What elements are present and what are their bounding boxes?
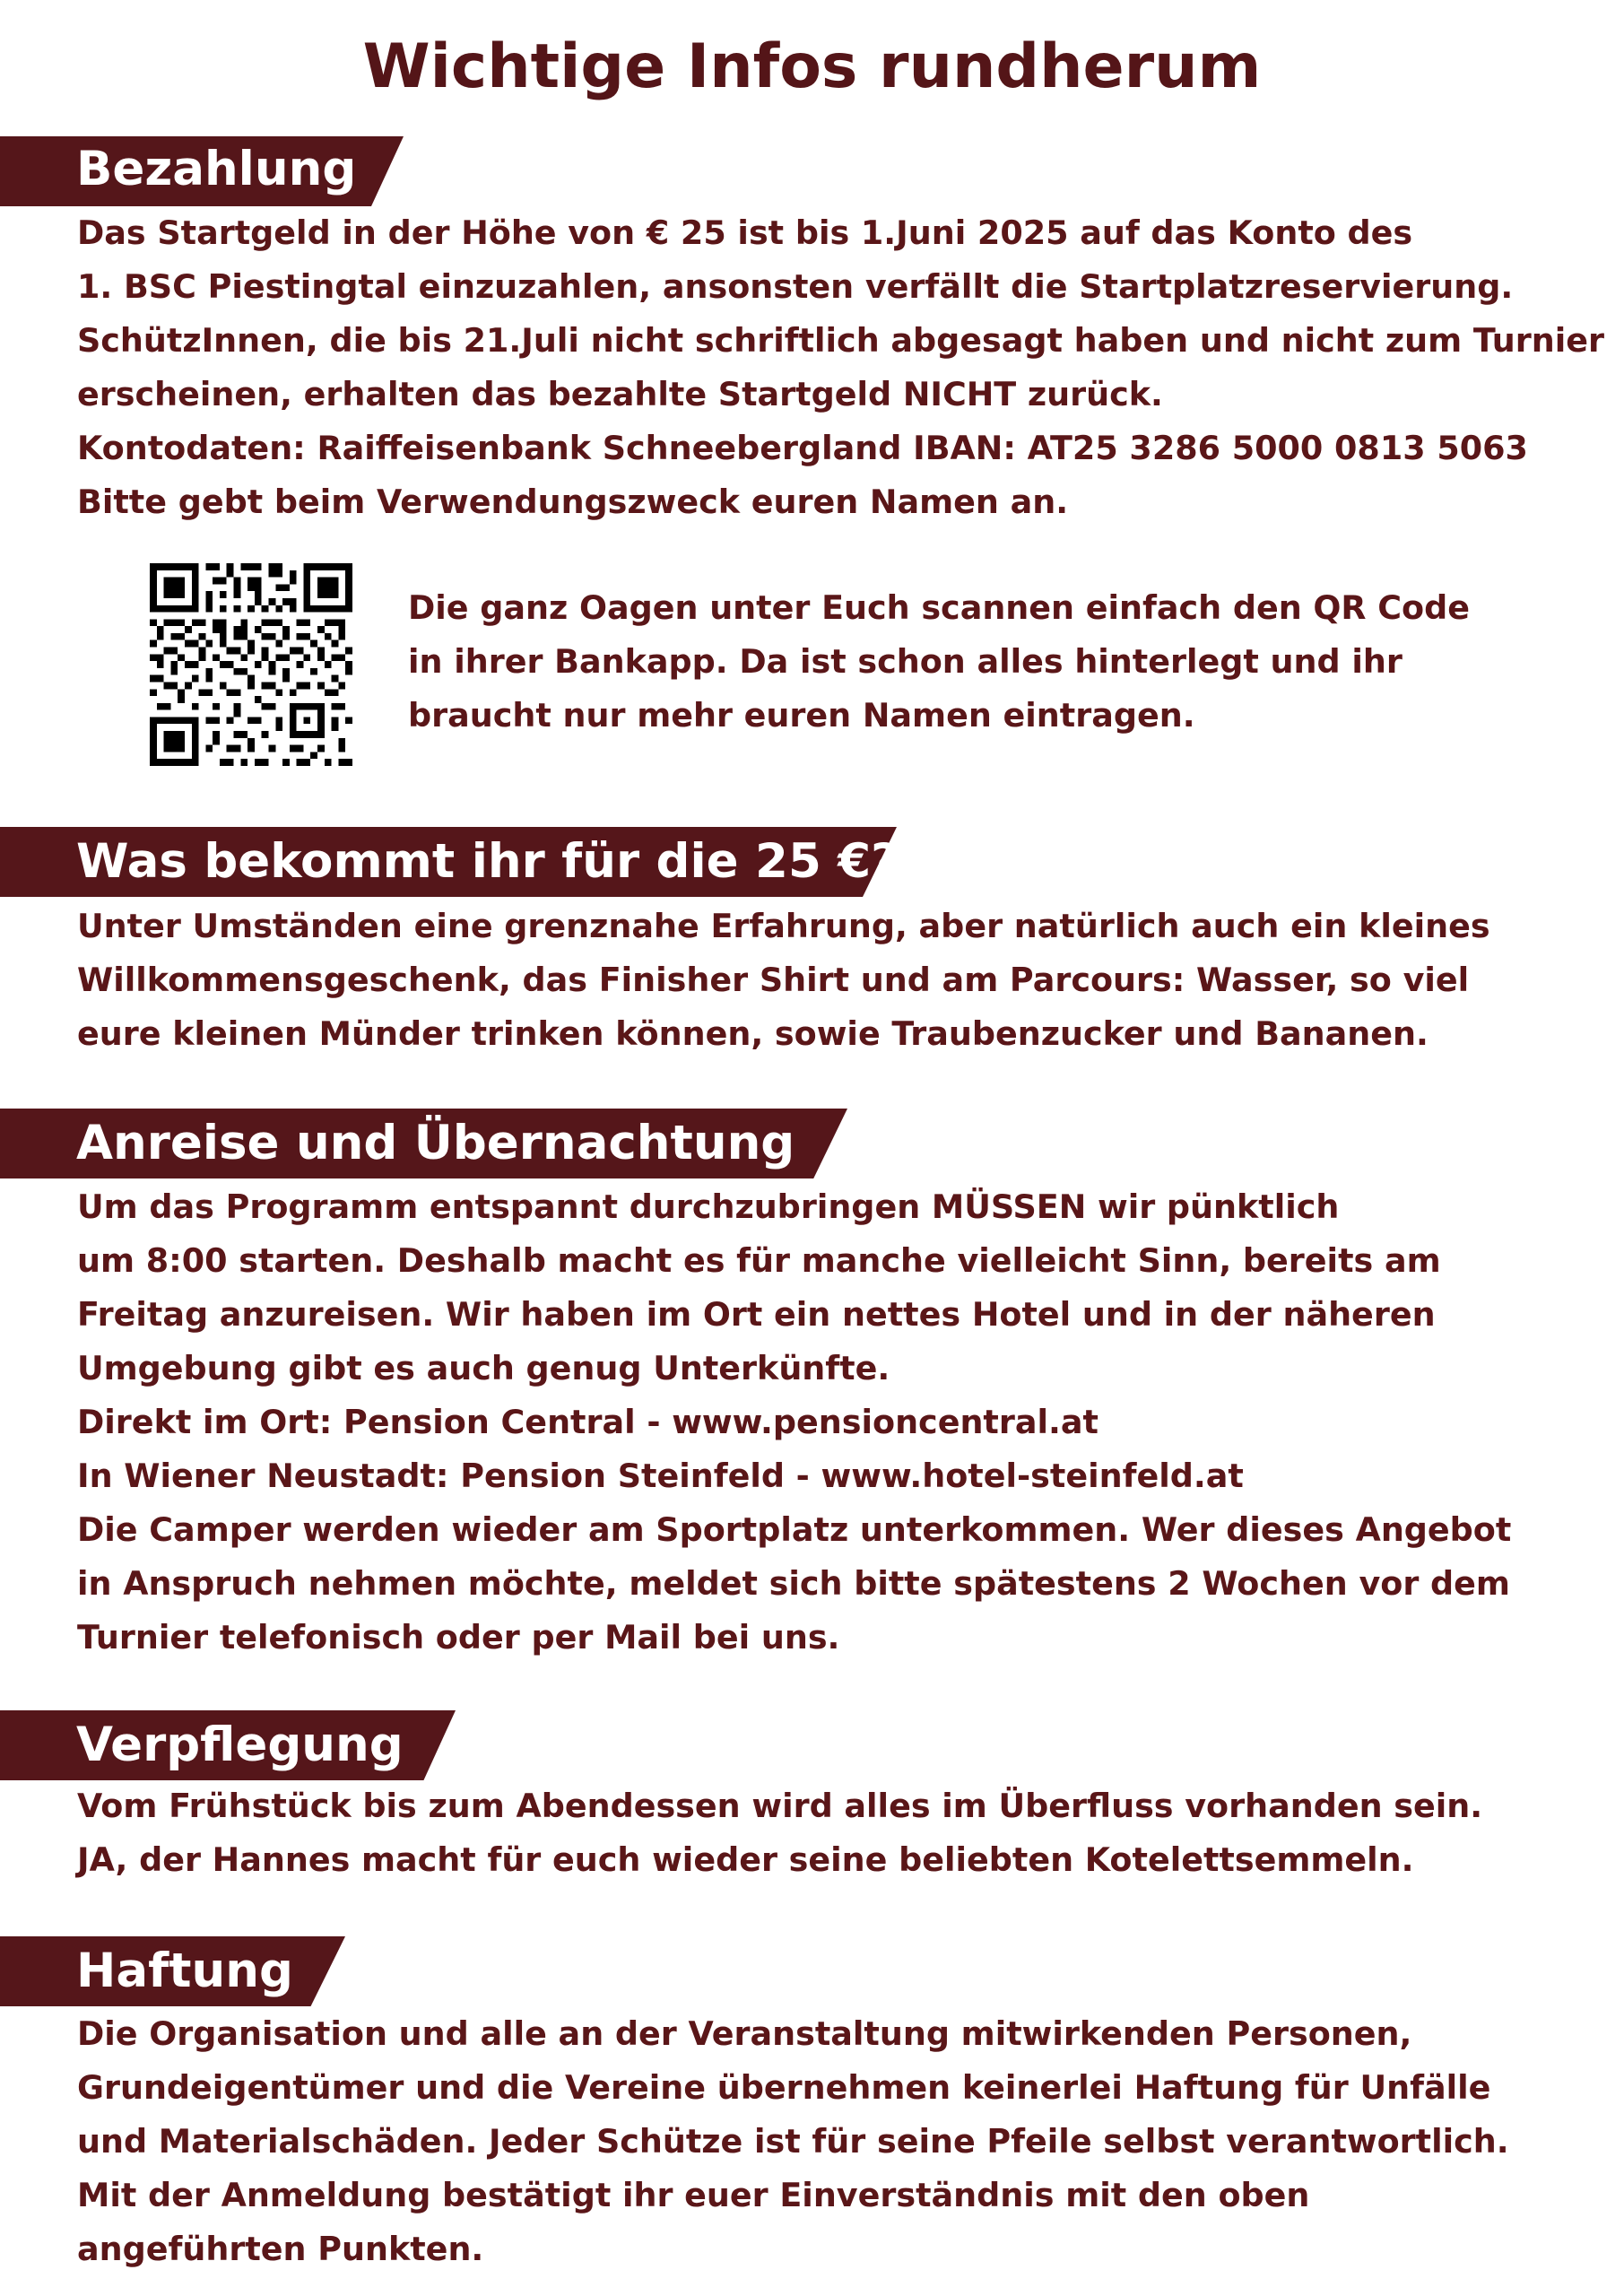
text-line: Die Organisation und alle an der Veranstaltung mitwirkenden Personen,: [77, 2014, 1412, 2053]
text-line: braucht nur mehr euren Namen eintragen.: [408, 696, 1195, 735]
text-line: Vom Frühstück bis zum Abendessen wird alles im Überfluss vorhanden sein.: [77, 1787, 1483, 1825]
section-body-bezahlung: [77, 206, 1604, 529]
text-line: Unter Umständen eine grenznahe Erfahrung, aber natürlich auch ein kleines: [77, 907, 1490, 945]
section-heading-haftung: Haftung: [76, 1944, 293, 1998]
section-body-leistungen: [77, 900, 1490, 1061]
text-line: in ihrer Bankapp. Da ist schon alles hinterlegt und ihr: [408, 642, 1403, 681]
section-heading-leistungen: Was bekommt ihr für die 25 €?: [76, 834, 899, 889]
section-heading-bezahlung: Bezahlung: [76, 142, 357, 196]
text-line: 1. BSC Piestingtal einzuzahlen, ansonsten verfällt die Startplatzreservierung.: [77, 267, 1514, 306]
text-line: In Wiener Neustadt: Pension Steinfeld - www.hotel-steinfeld.at: [77, 1457, 1244, 1495]
text-line: Freitag anzureisen. Wir haben im Ort ein nettes Hotel und in der näheren: [77, 1295, 1436, 1334]
text-line: Die ganz Oagen unter Euch scannen einfach den QR Code: [408, 588, 1470, 627]
section-heading-verpflegung: Verpflegung: [76, 1718, 404, 1772]
text-line: SchützInnen, die bis 21.Juli nicht schriftlich abgesagt haben und nicht zum Turnier: [77, 321, 1605, 360]
section-body-verpflegung: [77, 1779, 1482, 1887]
text-line: Bitte gebt beim Verwendungszweck euren Namen an.: [77, 483, 1069, 521]
text-line: Die Camper werden wieder am Sportplatz unterkommen. Wer dieses Angebot: [77, 1510, 1512, 1549]
page-title: Wichtige Infos rundherum: [362, 31, 1262, 102]
text-line: eure kleinen Münder trinken können, sowie Traubenzucker und Bananen.: [77, 1014, 1429, 1053]
section-body-anreise: [77, 1180, 1511, 1665]
text-line: Das Startgeld in der Höhe von € 25 ist bis 1.Juni 2025 auf das Konto des: [77, 213, 1413, 252]
text-line: Grundeigentümer und die Vereine übernehmen keinerlei Haftung für Unfälle: [77, 2068, 1491, 2107]
text-line: Turnier telefonisch oder per Mail bei uns.: [77, 1618, 840, 1657]
text-line: um 8:00 starten. Deshalb macht es für manche vielleicht Sinn, bereits am: [77, 1241, 1441, 1280]
text-line: Um das Programm entspannt durchzubringen MÜSSEN wir pünktlich: [77, 1187, 1340, 1226]
section-body-haftung: [77, 2007, 1509, 2276]
text-line: Mit der Anmeldung bestätigt ihr euer Einverständnis mit den oben: [77, 2176, 1310, 2214]
text-line: Umgebung gibt es auch genug Unterkünfte.: [77, 1349, 890, 1387]
text-line: in Anspruch nehmen möchte, meldet sich bitte spätestens 2 Wochen vor dem: [77, 1564, 1510, 1603]
text-line: Kontodaten: Raiffeisenbank Schneebergland IBAN: AT25 3286 5000 0813 5063: [77, 429, 1528, 467]
text-line: angeführten Punkten.: [77, 2230, 484, 2268]
qr-instructions: [408, 581, 1470, 743]
section-heading-anreise: Anreise und Übernachtung: [76, 1116, 795, 1170]
text-line: erscheinen, erhalten das bezahlte Startgeld NICHT zurück.: [77, 375, 1163, 413]
text-line: JA, der Hannes macht für euch wieder seine beliebten Kotelettsemmeln.: [77, 1840, 1414, 1879]
text-line: Willkommensgeschenk, das Finisher Shirt und am Parcours: Wasser, so viel: [77, 961, 1470, 999]
text-line: und Materialschäden. Jeder Schütze ist für seine Pfeile selbst verantwortlich.: [77, 2122, 1509, 2161]
text-line: Direkt im Ort: Pension Central - www.pensioncentral.at: [77, 1403, 1099, 1441]
qr-code-icon: [150, 563, 352, 766]
